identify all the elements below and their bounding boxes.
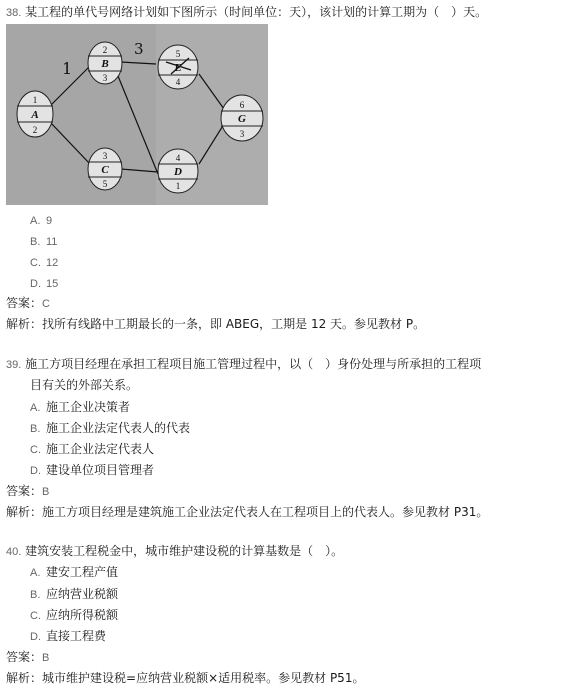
analysis-label: 解析： — [6, 671, 43, 685]
option-text: 应纳营业税额 — [46, 587, 119, 601]
node-e-name: E — [174, 62, 182, 74]
node-e-duration: 4 — [175, 77, 181, 87]
node-a — [17, 91, 53, 137]
question-text: 某工程的单代号网络计划如下图所示（时间单位：天），该计划的计算工期为（ ）天。 — [25, 5, 488, 19]
node-d-duration: 1 — [175, 181, 181, 191]
node-g-id: 6 — [239, 100, 245, 110]
option-text: 直接工程费 — [46, 629, 107, 643]
option-d[interactable] — [30, 275, 58, 292]
option-a[interactable] — [30, 212, 52, 229]
analysis-text: 城市维护建设税=应纳营业税额×适用税率。参见教材 P51。 — [42, 671, 365, 685]
option-letter: A. — [30, 215, 41, 227]
option-text: 施工企业决策者 — [46, 400, 131, 414]
option-text: 11 — [46, 236, 58, 248]
analysis-38 — [6, 316, 425, 332]
option-letter: A. — [30, 402, 41, 414]
answer-value: B — [42, 486, 50, 498]
option-text: 建设单位项目管理者 — [46, 463, 155, 477]
node-a-id: 1 — [32, 95, 38, 105]
node-g-name: G — [238, 113, 246, 125]
option-text: 12 — [46, 257, 59, 269]
option-text: 建安工程产值 — [46, 565, 119, 579]
option-d[interactable] — [30, 628, 106, 645]
option-b[interactable] — [30, 586, 118, 603]
handwritten-mark-1: 1 — [62, 59, 73, 78]
question-39-stem — [6, 356, 481, 373]
option-d[interactable] — [30, 462, 154, 479]
node-g — [221, 95, 263, 141]
node-g-duration: 3 — [239, 129, 245, 139]
question-40-stem — [6, 543, 343, 560]
option-letter: A. — [30, 567, 41, 579]
node-a-duration: 2 — [32, 125, 38, 135]
option-letter: D. — [30, 631, 41, 643]
network-diagram — [6, 24, 268, 205]
node-c-duration: 5 — [102, 179, 108, 189]
node-b-duration: 3 — [102, 73, 108, 83]
node-d-name: D — [174, 166, 182, 178]
question-text: 目有关的外部关系。 — [30, 378, 139, 392]
analysis-text: 施工方项目经理是建筑施工企业法定代表人在工程项目上的代表人。参见教材 P31。 — [42, 505, 489, 519]
analysis-text: 找所有线路中工期最长的一条，即 ABEG，工期是 12 天。参见教材 P。 — [42, 317, 426, 331]
option-text: 施工企业法定代表人 — [46, 442, 155, 456]
analysis-label: 解析： — [6, 317, 43, 331]
option-letter: C. — [30, 610, 41, 622]
option-letter: B. — [30, 423, 41, 435]
answer-value: B — [42, 652, 50, 664]
option-letter: B. — [30, 589, 41, 601]
node-a-name: A — [31, 109, 39, 121]
option-text: 9 — [46, 215, 53, 227]
option-c[interactable] — [30, 441, 154, 458]
option-letter: C. — [30, 257, 41, 269]
node-e-id: 5 — [175, 49, 181, 59]
answer-39 — [6, 483, 49, 500]
answer-label: 答案： — [6, 650, 43, 664]
analysis-39 — [6, 504, 488, 520]
option-letter: B. — [30, 236, 41, 248]
option-a[interactable] — [30, 399, 130, 416]
node-d-id: 4 — [175, 153, 181, 163]
node-b-name: B — [101, 58, 109, 70]
option-c[interactable] — [30, 607, 118, 624]
answer-value: C — [42, 298, 50, 310]
question-38-stem — [6, 4, 487, 21]
option-text: 施工企业法定代表人的代表 — [46, 421, 191, 435]
answer-38 — [6, 295, 50, 312]
option-b[interactable] — [30, 420, 190, 437]
option-letter: D. — [30, 278, 41, 290]
option-text: 应纳所得税额 — [46, 608, 119, 622]
answer-label: 答案： — [6, 296, 43, 310]
question-number: 38. — [6, 7, 22, 19]
answer-label: 答案： — [6, 484, 43, 498]
option-text: 15 — [46, 278, 59, 290]
node-b — [88, 42, 122, 84]
node-c-id: 3 — [102, 151, 108, 161]
analysis-40 — [6, 670, 364, 686]
node-b-id: 2 — [102, 45, 108, 55]
option-letter: D. — [30, 465, 41, 477]
question-text: 施工方项目经理在承担工程项目施工管理过程中，以（ ）身份处理与所承担的工程项 — [25, 357, 482, 371]
node-c — [88, 148, 122, 190]
option-a[interactable] — [30, 564, 118, 581]
answer-40 — [6, 649, 49, 666]
question-text: 建筑安装工程税金中，城市维护建设税的计算基数是（ ）。 — [25, 544, 344, 558]
question-number: 39. — [6, 359, 22, 371]
node-d — [158, 149, 198, 193]
analysis-label: 解析： — [6, 505, 43, 519]
question-number: 40. — [6, 546, 22, 558]
option-c[interactable] — [30, 254, 58, 271]
question-39-stem-cont — [30, 377, 138, 393]
option-b[interactable] — [30, 233, 57, 250]
node-c-name: C — [101, 164, 109, 176]
option-letter: C. — [30, 444, 41, 456]
handwritten-mark-3: 3 — [134, 40, 144, 58]
